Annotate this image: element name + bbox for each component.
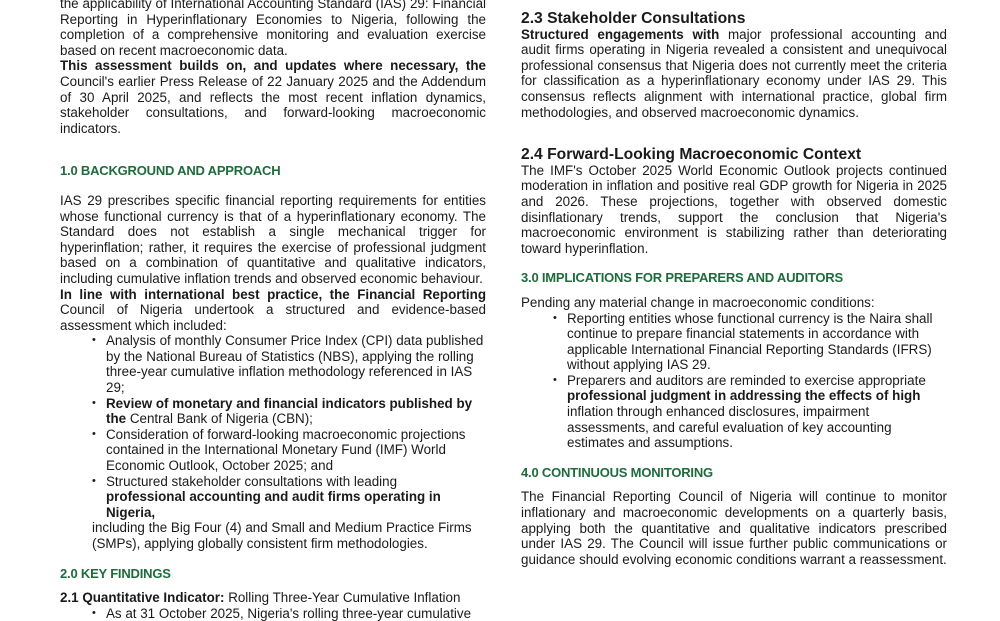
right-column bbox=[521, 11, 947, 567]
section-2-3-heading: 2.3 Stakeholder Consultations bbox=[521, 10, 746, 27]
list-item: • Reporting entities whose functional currency is the Naira shall continue to prepare financial statements in accordance with applicable International Financial Reporting Standards (IFRS) without applying IAS 29. bbox=[567, 311, 947, 373]
section-1-assessment-lead: In line with international best practice, the Financial Reporting bbox=[60, 286, 486, 302]
section-4-paragraph: The Financial Reporting Council of Nigeria will continue to monitor inflationary and macroeconomic developments on a quarterly basis, applying both the quantitative and qualitative indicators prescribed under IAS 29. The Council will issue further public communications or guidance should evolving economic conditions warrant a reassessment. bbox=[521, 489, 947, 567]
list-item: • Consideration of forward-looking macroeconomic projections contained in the International Monetary Fund (IMF) World Economic Outlook, October 2025; and bbox=[106, 427, 486, 474]
list-item-bold: Review of monetary and financial indicators published by the bbox=[106, 395, 473, 427]
section-1-paragraph: IAS 29 prescribes specific financial reporting requirements for entities whose functional currency is that of a hyperinflationary economy. The Standard does not establish a single mechanical trigger for hyperinflation; rather, it requires the exercise of professional judgment based on a combination of quantitative and qualitative indicators, including cumulative inflation trends and observed economic behaviour. bbox=[60, 192, 486, 286]
list-item-text: Central Bank of Nigeria (CBN); bbox=[129, 411, 313, 427]
section-3-intro: Pending any material change in macroeconomic conditions: bbox=[521, 294, 875, 310]
section-2-3-lead: Structured engagements with bbox=[521, 26, 720, 42]
section-1-assessment bbox=[60, 287, 486, 334]
intro-paragraph: the applicability of International Accounting Standard (IAS) 29: Financial Reporting in Hyperinflationary Economies to Nigeria, following the completion of a comprehensive monitoring and evaluation exercise based on recent macroeconomic data. bbox=[60, 0, 486, 58]
list-item bbox=[92, 473, 486, 552]
list-item-text: Preparers and auditors are reminded to exercise appropriate bbox=[567, 372, 926, 388]
intro-update-text: Council's earlier Press Release of 22 January 2025 and the Addendum of 30 April 2025, and reflects the most recent inflation dynamics, stakeholder consultations, and forward-looking macroeconomic indicators. bbox=[60, 73, 486, 136]
section-2-1-label: 2.1 Quantitative Indicator: bbox=[60, 590, 225, 606]
list-item bbox=[567, 373, 947, 451]
list-item: • Analysis of monthly Consumer Price Index (CPI) data published by the National Bureau of Statistics (NBS), applying the rolling three-year cumulative inflation methodology referenced in IAS 29; bbox=[106, 333, 486, 395]
list-item-bold: professional judgment in addressing the effects of high bbox=[567, 388, 921, 404]
section-1-assessment-text: Council of Nigeria undertook a structured and evidence-based assessment which included: bbox=[60, 302, 486, 333]
intro-update-paragraph bbox=[60, 58, 486, 136]
section-2-4-paragraph: The IMF's October 2025 World Economic Outlook projects continued moderation in inflation and positive real GDP growth for Nigeria in 2025 and 2026. These projections, together with observed domestic disinflationary trends, support the conclusion that Nigeria's macroeconomic environment is stabilizing rather than deteriorating toward hyperinflation. bbox=[521, 162, 947, 256]
list-item bbox=[106, 396, 486, 427]
list-item-bold: professional accounting and audit firms operating in Nigeria, bbox=[106, 489, 441, 520]
section-3-heading: 3.0 IMPLICATIONS FOR PREPARERS AND AUDITORS bbox=[521, 270, 843, 286]
implications-list bbox=[521, 311, 947, 451]
list-item-text: Structured stakeholder consultations with leading bbox=[106, 473, 398, 489]
section-2-4-heading: 2.4 Forward-Looking Macroeconomic Context bbox=[521, 146, 862, 164]
section-2-3-paragraph bbox=[521, 27, 947, 121]
section-2-1-title: Rolling Three-Year Cumulative Inflation bbox=[228, 590, 461, 606]
list-item-tail: including the Big Four (4) and Small and Medium Practice Firms (SMPs), applying globally consistent firm methodologies. bbox=[92, 520, 472, 551]
section-2-heading: 2.0 KEY FINDINGS bbox=[60, 565, 171, 581]
section-2-3-text: major professional accounting and audit firms operating in Nigeria revealed a consistent and unequivocal professional consensus that Nigeria does not currently meet the criteria for classification as a hyperinflationary economy under IAS 29. This consensus reflects alignment with international practice, global firm methodologies, and observed macroeconomic dynamics. bbox=[521, 26, 947, 120]
assessment-list bbox=[60, 333, 486, 551]
list-item: • As at 31 October 2025, Nigeria's rolling three-year cumulative bbox=[106, 606, 486, 621]
section-2-1-heading bbox=[60, 590, 486, 606]
section-4-heading: 4.0 CONTINUOUS MONITORING bbox=[521, 464, 713, 480]
section-1-heading: 1.0 BACKGROUND AND APPROACH bbox=[60, 163, 281, 179]
left-column bbox=[60, 0, 486, 621]
findings-list bbox=[60, 606, 486, 621]
intro-update-lead: This assessment builds on, and updates where necessary, the bbox=[60, 58, 486, 74]
list-item-tail: inflation through enhanced disclosures, impairment assessments, and careful evaluation of key accounting estimates and assumptions. bbox=[567, 404, 892, 451]
